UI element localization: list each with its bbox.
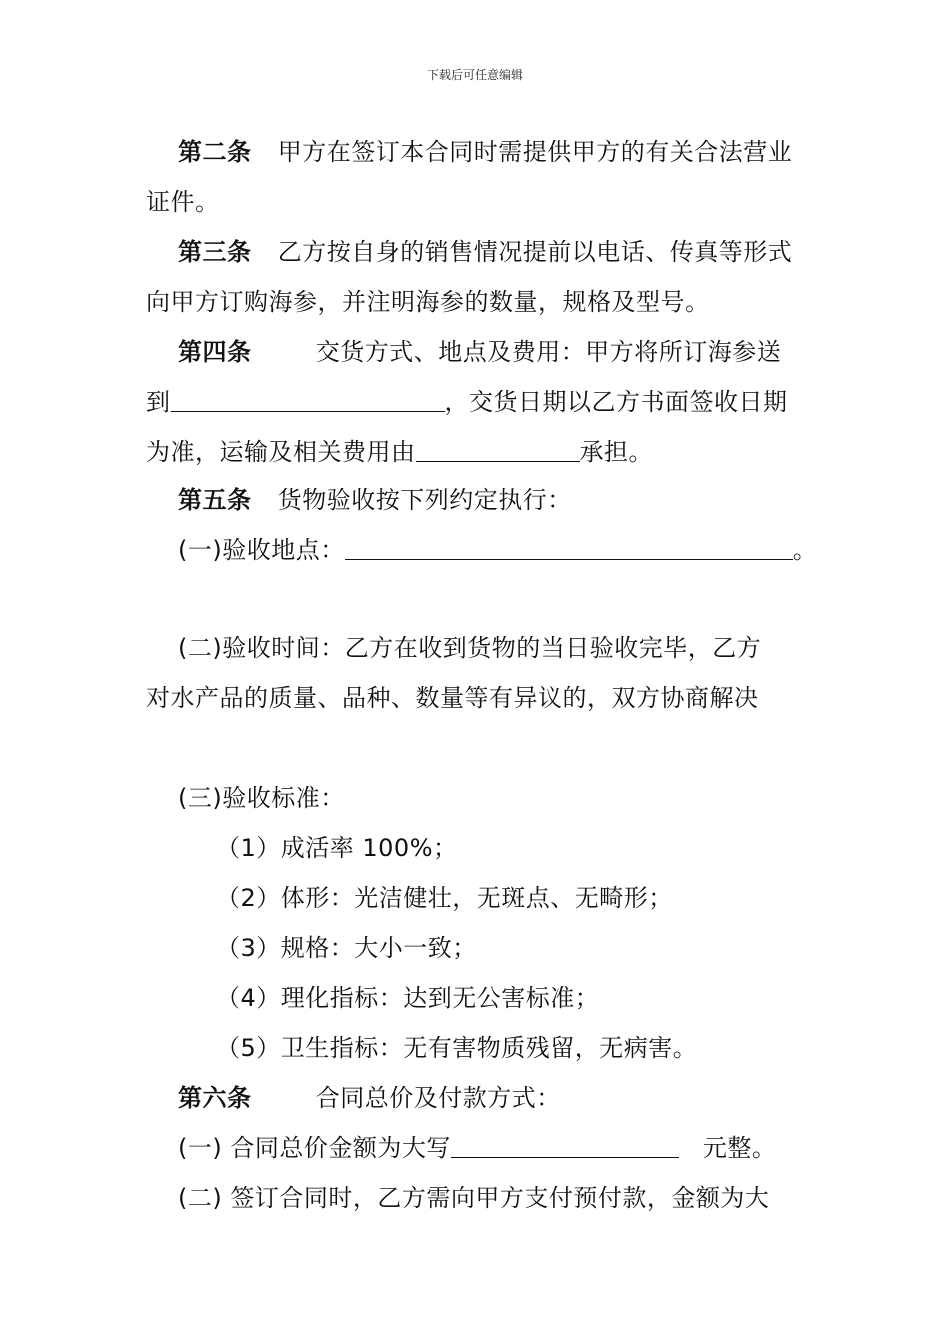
delivery-location-blank xyxy=(171,389,445,412)
total-price-line xyxy=(178,1132,776,1164)
article-4-text-2b: ，交货日期以乙方书面签收日期 xyxy=(444,388,788,416)
article-3-line-1 xyxy=(178,236,792,268)
article-4-text-3a: 为准，运输及相关费用由 xyxy=(146,438,416,466)
total-price-end: 元整。 xyxy=(702,1134,777,1162)
cost-bearer-blank xyxy=(416,439,580,462)
article-4-title: 第四条 xyxy=(178,338,252,366)
article-3-title: 第三条 xyxy=(178,238,252,266)
article-2-line-1 xyxy=(178,136,792,168)
inspection-location-end: 。 xyxy=(792,536,818,564)
article-4-line-3 xyxy=(146,436,653,468)
inspection-time-line-1: (二)验收时间：乙方在收到货物的当日验收完毕，乙方 xyxy=(178,634,762,662)
article-5-title: 第五条 xyxy=(178,486,252,514)
total-price-blank xyxy=(451,1135,679,1158)
page-header: 下载后可任意编辑 xyxy=(426,68,523,82)
article-6-line-1 xyxy=(178,1082,561,1114)
inspection-location-line xyxy=(178,534,817,566)
article-5-intro: 货物验收按下列约定执行： xyxy=(277,486,572,514)
prepayment-line: (二) 签订合同时，乙方需向甲方支付预付款，金额为大 xyxy=(178,1184,770,1212)
article-2-text-1: 甲方在签订本合同时需提供甲方的有关合法营业 xyxy=(277,138,793,166)
standard-item-2: （2）体形：光洁健壮，无斑点、无畸形； xyxy=(216,884,673,912)
article-3-text-1: 乙方按自身的销售情况提前以电话、传真等形式 xyxy=(277,238,793,266)
total-price-label: (一) 合同总价金额为大写 xyxy=(178,1134,451,1162)
standard-item-4: （4）理化指标：达到无公害标准； xyxy=(216,984,600,1012)
article-4-text-1: 交货方式、地点及费用：甲方将所订海参送 xyxy=(315,338,782,366)
inspection-location-label: (一)验收地点： xyxy=(178,536,345,564)
article-6-title: 第六条 xyxy=(178,1084,252,1112)
inspection-standard-title: (三)验收标准： xyxy=(178,784,345,812)
standard-item-5: （5）卫生指标：无有害物质残留，无病害。 xyxy=(216,1034,698,1062)
article-4-line-1 xyxy=(178,336,781,368)
article-2-title: 第二条 xyxy=(178,138,252,166)
article-5-line-1 xyxy=(178,484,572,516)
article-3-line-2: 向甲方订购海参，并注明海参的数量，规格及型号。 xyxy=(146,288,710,316)
article-4-text-2a: 到 xyxy=(146,388,171,416)
standard-item-3: （3）规格：大小一致； xyxy=(216,934,477,962)
article-4-text-3b: 承担。 xyxy=(579,438,653,466)
article-2-line-2: 证件。 xyxy=(146,188,220,216)
standard-item-1: （1）成活率 100%； xyxy=(216,834,458,862)
article-4-line-2 xyxy=(146,386,788,418)
inspection-time-line-2: 对水产品的质量、品种、数量等有异议的，双方协商解决 xyxy=(146,684,759,712)
inspection-location-blank xyxy=(345,537,793,560)
article-6-intro: 合同总价及付款方式： xyxy=(315,1084,561,1112)
